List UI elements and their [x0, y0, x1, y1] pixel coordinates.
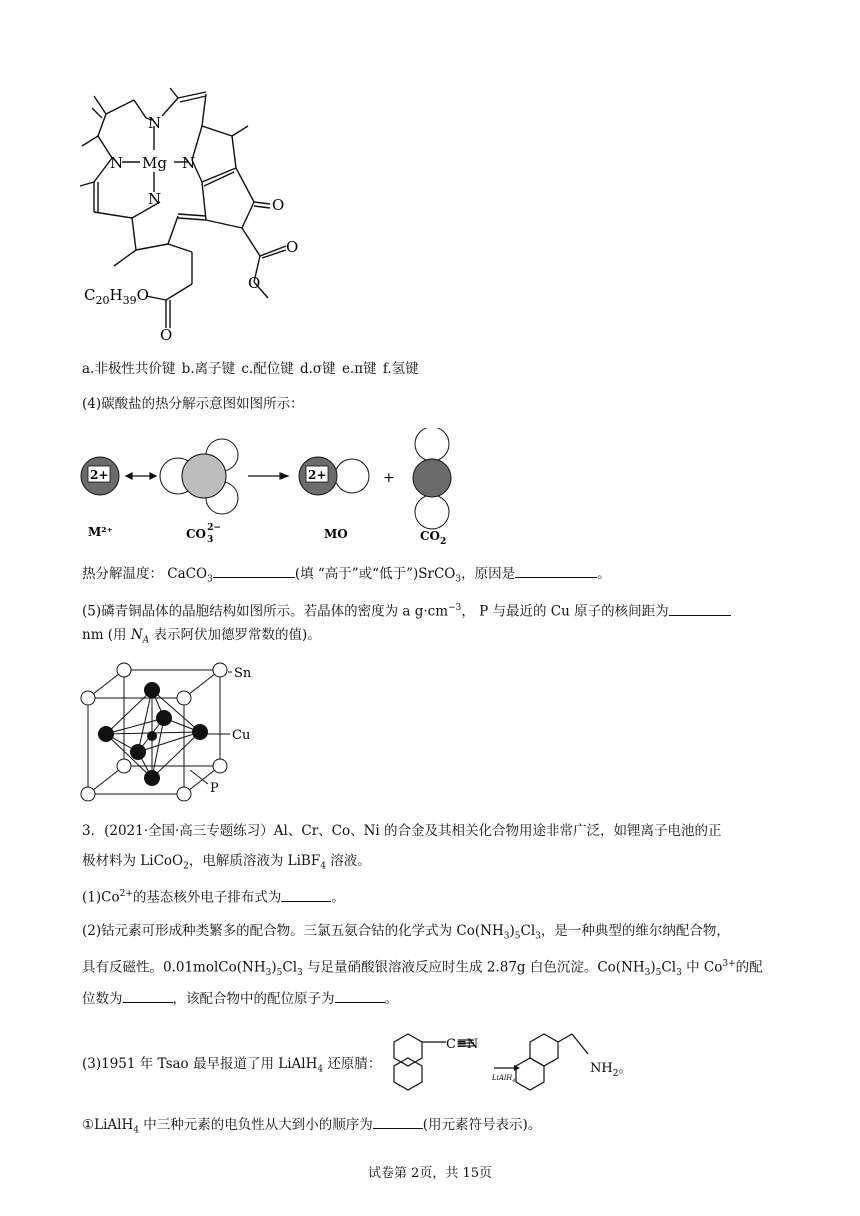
- co2-c: [413, 459, 451, 497]
- answer-blank-coordination-atom[interactable]: [335, 988, 385, 1003]
- atom-o-ester: O: [286, 238, 299, 256]
- answer-blank-temp[interactable]: [213, 563, 295, 578]
- q3-part2-line2: 具有反磁性。$0.01molCo(NH_3)_5Cl_3$ 与足量硝酸银溶液反应时生成 2.87g 白色沉淀。$Co(NH_3)_5Cl_3$ 中 $Co^{3+}$的配: [82, 959, 763, 979]
- nitrile-reduction-scheme: [382, 1026, 642, 1096]
- atom-n-right: N: [182, 154, 196, 172]
- atom-o-ester2: O: [248, 274, 261, 292]
- atom-o-bottom: O: [160, 326, 173, 342]
- atom-n-top: N: [148, 114, 162, 132]
- answer-blank-distance[interactable]: [669, 601, 731, 616]
- atom-n-bottom: N: [148, 190, 162, 208]
- answer-blank-coordination-number[interactable]: [123, 988, 173, 1003]
- chlorophyll-structure: [74, 86, 314, 342]
- answer-blank-config[interactable]: [281, 887, 331, 902]
- label-mo: MO: [324, 527, 348, 541]
- q3-part2-line1: (2)钴元素可形成种类繁多的配合物。三氯五氨合钴的化学式为 $Co(NH_3)_5Cl_3$，是一种典型的维尔纳配合物，: [82, 923, 730, 942]
- q5-line2: nm (用 $N_A$ 表示阿伏加德罗常数的值)。: [82, 627, 321, 646]
- reagent-label: LiAlH$_4$: [492, 1074, 516, 1084]
- co3-c: [182, 454, 226, 498]
- atom-n-left: N: [110, 154, 124, 172]
- label-m2plus: M²⁺: [88, 525, 113, 539]
- co2-o1: [415, 428, 449, 461]
- bond-options: a.非极性共价键 b.离子键 c.配位键 d.σ键 e.π键 f.氢键: [82, 361, 419, 377]
- answer-blank-electronegativity[interactable]: [373, 1114, 423, 1129]
- atom-mg: Mg: [142, 154, 167, 172]
- label-co3: $CO_32-$: [186, 523, 222, 545]
- q3-part2-line3: 位数为 ，该配合物中的配位原子为 。: [82, 988, 398, 1009]
- q3-part3-sub1: ①LiAlH$_4$ 中三种元素的电负性从大到小的顺序为 (用元素符号表示)。: [82, 1114, 541, 1141]
- decomposition-diagram: [76, 428, 496, 552]
- mo-charge: 2+: [308, 468, 327, 482]
- mo-o: [335, 459, 369, 493]
- cn-group: C≡N: [446, 1037, 479, 1052]
- label-sn: Sn: [234, 666, 252, 681]
- label-co2: $CO_2$: [420, 529, 447, 547]
- crystal-cell-diagram: [78, 660, 258, 804]
- q5-line1: (5)磷青铜晶体的晶胞结构如图所示。若晶体的密度为 a $g\cdot cm^{-3}$， P 与最近的 Cu 原子的核间距为: [82, 598, 731, 622]
- answer-blank-reason[interactable]: [515, 563, 597, 578]
- nh2-group: $NH_2$。: [590, 1061, 632, 1079]
- q4-answer-line: 热分解温度： CaCO$_3$ (填 “高于”或“低于”)SrCO$_3$，原因是 。: [82, 563, 611, 590]
- co2-o2: [415, 495, 449, 529]
- q4-intro: (4)碳酸盐的热分解示意图如图所示：: [82, 396, 304, 412]
- q3-line2: 极材料为 LiCoO$_2$，电解质溶液为 LiBF$_4$ 溶液。: [82, 853, 371, 872]
- m-ion-charge: 2+: [90, 468, 109, 482]
- label-cu: Cu: [232, 728, 251, 743]
- plus-sign: +: [383, 470, 395, 486]
- page-footer: 试卷第 2页，共 15页: [367, 1166, 493, 1181]
- q3-part3: (3)1951 年 Tsao 最早报道了用 LiAlH$_4$ 还原腈：: [82, 1056, 382, 1075]
- label-p: P: [210, 781, 219, 796]
- q3-part1: $(1)Co^{2+}$的基态核外电子排布式为 。: [82, 884, 345, 908]
- atom-o-ketone: O: [272, 196, 285, 214]
- q3-line1: 3．(2021·全国·高三专题练习）Al、Cr、Co、Ni 的合金及其相关化合物用途非常广泛，如锂离子电池的正: [82, 823, 722, 839]
- side-chain-label: $C_{20}H_{39}O$: [84, 286, 149, 307]
